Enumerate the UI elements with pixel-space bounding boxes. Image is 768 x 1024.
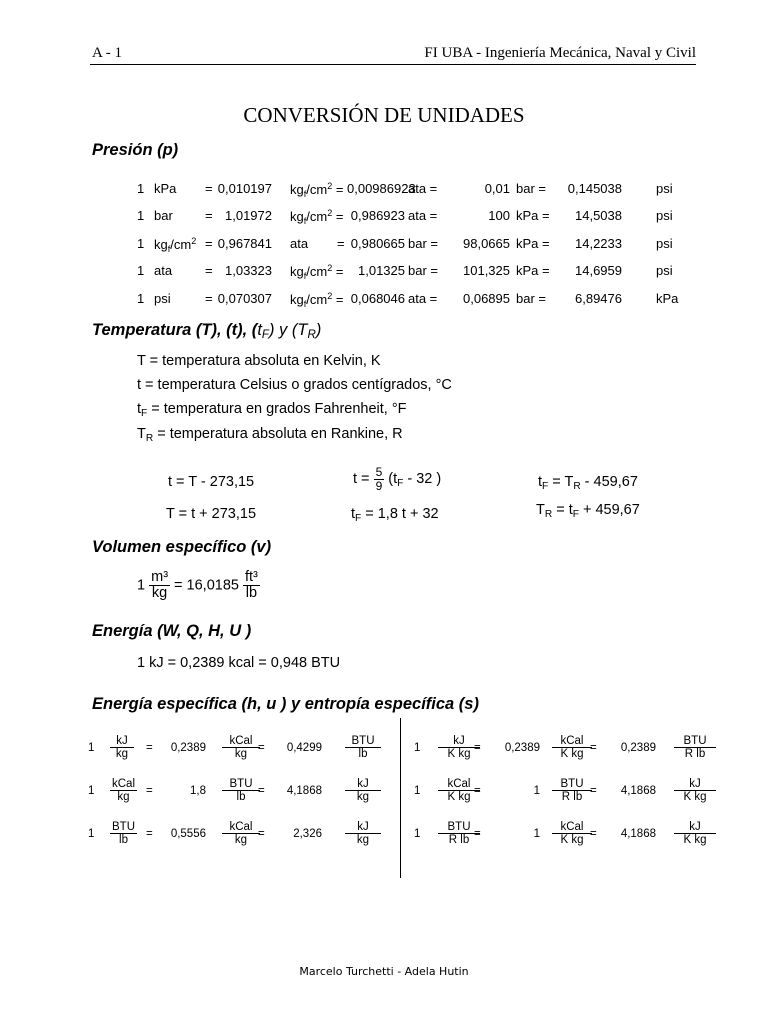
fraction-denominator: R lb: [561, 791, 583, 804]
fraction-denominator: K kg: [683, 791, 707, 804]
conversion-one: 1: [414, 828, 421, 840]
unit-fraction: [345, 735, 381, 760]
header-rule: [90, 64, 696, 65]
unit-fraction: [222, 821, 260, 846]
conversion-one: 1: [414, 742, 421, 754]
temperature-heading: Temperatura (T), (t), $(t_F)$ y $(T_R)$: [92, 321, 322, 341]
pressure-heading: Presión (p): [92, 141, 179, 159]
energy-heading: Energía (W, Q, H, U ): [92, 622, 252, 640]
pressure-cell: $kg_f/cm^2$ =: [290, 291, 344, 309]
unit-fraction: [110, 821, 137, 846]
unit-fraction: [345, 821, 381, 846]
pressure-cell: 1: [137, 208, 145, 223]
fraction-numerator: BTU: [552, 778, 592, 791]
unit-fraction: [222, 778, 260, 803]
fraction-denominator: K kg: [560, 748, 584, 761]
column-divider: [400, 718, 401, 878]
fraction-numerator: kCal: [222, 821, 260, 834]
unit-fraction: [110, 778, 137, 803]
pressure-cell: $kg_f/cm^2$: [154, 236, 197, 254]
pressure-cell: 101,325: [463, 263, 510, 278]
pressure-cell: 0,145038: [567, 181, 622, 196]
conversion-value: 1: [533, 828, 540, 840]
unit-fraction: [552, 821, 592, 846]
pressure-cell: =: [205, 263, 213, 278]
conversion-value: 0,2389: [170, 742, 206, 754]
header-institution: FI UBA - Ingeniería Mecánica, Naval y Civil: [424, 45, 696, 61]
pressure-cell: 1,01325: [358, 263, 405, 278]
fraction-numerator: kCal: [222, 735, 260, 748]
pressure-cell: kPa =: [516, 208, 550, 223]
equals-sign: =: [590, 828, 597, 840]
fraction-numerator: kJ: [110, 735, 134, 748]
pressure-cell: ata: [290, 236, 309, 251]
fraction-numerator: kCal: [438, 778, 480, 791]
formula-t-from-tF: t = $\frac{5}{9}$ ($t_F - 32$ ): [353, 465, 442, 493]
equals-sign: =: [258, 828, 265, 840]
fraction-numerator: kCal: [552, 735, 592, 748]
equals-sign: =: [474, 742, 481, 754]
equals-sign: =: [590, 742, 597, 754]
pressure-cell: ata =: [408, 291, 438, 306]
equals-sign: =: [146, 828, 153, 840]
equals-sign: =: [146, 742, 153, 754]
pressure-cell: 0,01: [484, 181, 510, 196]
pressure-cell: 0,010197: [217, 181, 272, 196]
fraction-denominator: K kg: [560, 834, 584, 847]
pressure-cell: $kg_f/cm^2$ =: [290, 263, 344, 281]
pressure-cell: 0,980665: [350, 236, 405, 251]
pressure-cell: psi: [656, 236, 673, 251]
pressure-cell: bar =: [516, 181, 546, 196]
pressure-cell: 98,0665: [463, 236, 510, 251]
pressure-cell: =: [205, 181, 213, 196]
equals-sign: =: [474, 785, 481, 797]
pressure-cell: =: [205, 208, 213, 223]
pressure-cell: 1: [137, 263, 145, 278]
fraction-denominator: kg: [234, 748, 248, 761]
unit-fraction: [222, 735, 260, 760]
equals-sign: =: [146, 785, 153, 797]
pressure-cell: 6,89476: [575, 291, 622, 306]
fraction-denominator: R lb: [684, 748, 706, 761]
pressure-cell: 14,5038: [575, 208, 622, 223]
conversion-value: 0,2389: [620, 742, 656, 754]
pressure-cell: 0,986923: [350, 208, 405, 223]
fraction-numerator: BTU: [112, 821, 135, 833]
pressure-cell: =: [205, 236, 213, 251]
pressure-cell: kPa: [656, 291, 679, 306]
pressure-cell: bar: [154, 208, 173, 223]
pressure-cell: bar =: [408, 263, 438, 278]
fraction-numerator: BTU: [222, 778, 260, 791]
pressure-cell: 1: [137, 236, 145, 251]
fraction-numerator: kJ: [345, 778, 381, 791]
fraction-numerator: kJ: [674, 821, 716, 834]
page-number: A - 1: [92, 45, 122, 61]
conversion-one: 1: [414, 785, 421, 797]
unit-fraction: [345, 778, 381, 803]
volume-heading: Volumen específico (v): [92, 538, 272, 556]
equals-sign: =: [474, 828, 481, 840]
pressure-cell: 14,6959: [575, 263, 622, 278]
pressure-cell: 0,068046: [350, 291, 405, 306]
conversion-value: 0,2389: [504, 742, 540, 754]
pressure-cell: 1,01972: [225, 208, 272, 223]
pressure-cell: $kg_f/cm^2$ =: [290, 208, 344, 226]
conversion-value: 2,326: [293, 828, 322, 840]
pressure-cell: psi: [154, 291, 171, 306]
footer-authors: Marcelo Turchetti - Adela Hutin: [299, 965, 469, 978]
fraction-denominator: K kg: [447, 791, 471, 804]
pressure-cell: 1: [137, 181, 145, 196]
fraction-denominator: R lb: [448, 834, 470, 847]
conversion-one: 1: [88, 785, 95, 797]
pressure-cell: psi: [656, 208, 673, 223]
temp-def-fahrenheit: $t_F$ = temperatura en grados Fahrenheit, °F: [137, 401, 407, 419]
conversion-one: 1: [88, 828, 95, 840]
conversion-value: 0,5556: [170, 828, 206, 840]
fraction-numerator: kJ: [345, 821, 381, 834]
pressure-cell: kPa: [154, 181, 177, 196]
conversion-value: 4,1868: [620, 785, 656, 797]
fraction-denominator: K kg: [683, 834, 707, 847]
unit-fraction: [552, 735, 592, 760]
conversion-value: 1: [533, 785, 540, 797]
fraction-numerator: kCal: [552, 821, 592, 834]
unit-fraction: [110, 735, 134, 760]
pressure-cell: =: [337, 236, 345, 251]
pressure-cell: kPa =: [516, 263, 550, 278]
fraction-numerator: kJ: [674, 778, 716, 791]
formula-t-from-T: t = T - 273,15: [168, 474, 255, 490]
fraction-numerator: kJ: [438, 735, 480, 748]
pressure-cell: 1: [137, 291, 145, 306]
volume-conversion: 1 $\frac{\text{m³}}{kg}$ = 16,0185 $\frac{\text{ft³}}{lb}$: [137, 569, 258, 602]
equals-sign: =: [258, 742, 265, 754]
energy-conversion: 1 kJ = 0,2389 kcal = 0,948 BTU: [137, 655, 341, 671]
unit-fraction: [674, 821, 716, 846]
temp-def-kelvin: T = temperatura absoluta en Kelvin, K: [137, 353, 381, 369]
formula-TR-from-tF: $T_R = t_F + 459,67$: [536, 502, 640, 520]
pressure-cell: ata: [154, 263, 173, 278]
temp-def-celsius: t = temperatura Celsius o grados centígrados, °C: [137, 377, 452, 393]
pressure-cell: psi: [656, 181, 673, 196]
equals-sign: =: [258, 785, 265, 797]
fraction-denominator: kg: [356, 791, 370, 804]
equals-sign: =: [590, 785, 597, 797]
pressure-cell: 0,00986923: [347, 181, 416, 196]
pressure-cell: 0,967841: [217, 236, 272, 251]
fraction-denominator: kg: [117, 791, 130, 804]
pressure-cell: =: [205, 291, 213, 306]
formula-tF-from-t: $t_F = 1,8$ t + 32: [351, 506, 439, 524]
unit-fraction: [552, 778, 592, 803]
pressure-cell: 1,03323: [225, 263, 272, 278]
conversion-value: 4,1868: [620, 828, 656, 840]
fraction-numerator: BTU: [674, 735, 716, 748]
fraction-denominator: kg: [356, 834, 370, 847]
fraction-denominator: lb: [236, 791, 246, 804]
pressure-cell: 0,06895: [463, 291, 510, 306]
pressure-cell: 0,070307: [217, 291, 272, 306]
pressure-cell: ata =: [408, 208, 438, 223]
formula-tF-from-TR: $t_F = T_R - 459,67$: [538, 474, 638, 492]
fraction-denominator: lb: [358, 748, 368, 761]
pressure-cell: 14,2233: [575, 236, 622, 251]
conversion-value: 1,8: [190, 785, 206, 797]
fraction-numerator: BTU: [438, 821, 480, 834]
page-title: CONVERSIÓN DE UNIDADES: [243, 103, 525, 127]
fraction-numerator: kCal: [112, 778, 136, 790]
pressure-cell: bar =: [408, 236, 438, 251]
pressure-cell: ata =: [408, 181, 438, 196]
pressure-cell: 100: [488, 208, 510, 223]
unit-fraction: [674, 735, 716, 760]
conversion-value: 0,4299: [286, 742, 322, 754]
formula-T-from-t: T = t + 273,15: [166, 506, 257, 522]
fraction-denominator: kg: [115, 748, 129, 761]
pressure-cell: $kg_f/cm^2$ =: [290, 181, 344, 199]
fraction-denominator: K kg: [447, 748, 471, 761]
temp-def-rankine: $T_R$ = temperatura absoluta en Rankine, R: [137, 426, 403, 444]
pressure-cell: psi: [656, 263, 673, 278]
fraction-numerator: BTU: [345, 735, 381, 748]
pressure-cell: bar =: [516, 291, 546, 306]
fraction-denominator: kg: [234, 834, 248, 847]
unit-fraction: [674, 778, 716, 803]
conversion-value: 4,1868: [286, 785, 322, 797]
pressure-cell: kPa =: [516, 236, 550, 251]
conversion-one: 1: [88, 742, 95, 754]
fraction-denominator: lb: [119, 834, 128, 847]
specific-energy-heading: Energía específica (h, u ) y entropía específica (s): [92, 695, 479, 713]
